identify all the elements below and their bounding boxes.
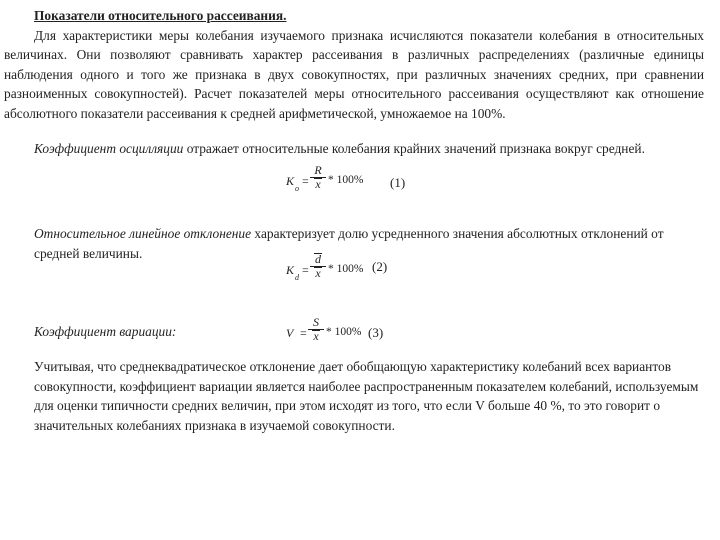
section-title: Показатели относительного рассеивания. <box>34 8 287 23</box>
formula-multiplier: * 100% <box>326 326 362 338</box>
formula-denominator: x <box>313 329 319 343</box>
formula-lhs: V <box>286 326 294 340</box>
formula-multiplier: * 100% <box>328 174 364 186</box>
formula-number-3: (3) <box>368 325 384 340</box>
formula-lhs: K <box>286 263 295 277</box>
formula-equals: = <box>302 174 309 188</box>
formula-numerator: R <box>314 163 322 177</box>
formula-lhs: K <box>286 174 295 188</box>
intro-paragraph: Для характеристики меры колебания изучаемого признака исчисляются показатели колебания в относительных величинах. Они позволяют сравнивать характер рассеивания в различных распределениях (различные единицы наблюдения одного и того же признака в двух совокупностях, при различных значениях средних, при сравнении разноименных совокупностей). Расчет показателей меры относительного рассеивания осуществляют как отношение абсолютного показатели рассеивания к средней арифметической, умножаемое на 100%. <box>4 27 704 121</box>
conclusion-paragraph: Учитывая, что среднеквадратическое отклонение дает обобщающую характеристику колебаний всех вариантов совокупности, коэффициент вариации является наиболее распространенным показателем колебаний, используемым для оценки типичности средних величин, при этом исходят из того, что если V больше 40 %, то это говорит о значительных колебаниях признака в изучаемой совокупности. <box>34 359 699 433</box>
formula-subscript: d <box>295 273 299 282</box>
formula-equals: = <box>300 326 307 340</box>
formula-denominator: x <box>315 177 321 191</box>
formula-numerator: d <box>315 252 321 266</box>
formula-denominator: x <box>315 266 321 280</box>
linear-deviation-text: характеризует долю усредненного значения абсолютных отклонений от средней величины. <box>34 226 664 261</box>
formula-number-1: (1) <box>390 175 406 190</box>
formula-multiplier: * 100% <box>328 263 364 275</box>
formula-fraction <box>310 253 326 280</box>
oscillation-term: Коэффициент осцилляции <box>34 141 184 156</box>
formula-numerator: S <box>313 315 319 329</box>
oscillation-paragraph <box>34 139 704 159</box>
intro-section <box>4 6 704 123</box>
linear-deviation-term: Относительное линейное отклонение <box>34 226 252 241</box>
oscillation-text: отражает относительные колебания крайних значений признака вокруг средней. <box>183 141 645 156</box>
variation-term: Коэффициент вариации: <box>34 324 177 339</box>
formula-equals: = <box>302 263 309 277</box>
formula-subscript: o <box>295 184 299 193</box>
formula-number-2: (2) <box>372 259 388 274</box>
formula-fraction <box>310 164 326 191</box>
formula-fraction <box>308 316 324 343</box>
formula-oscillation <box>286 164 396 196</box>
